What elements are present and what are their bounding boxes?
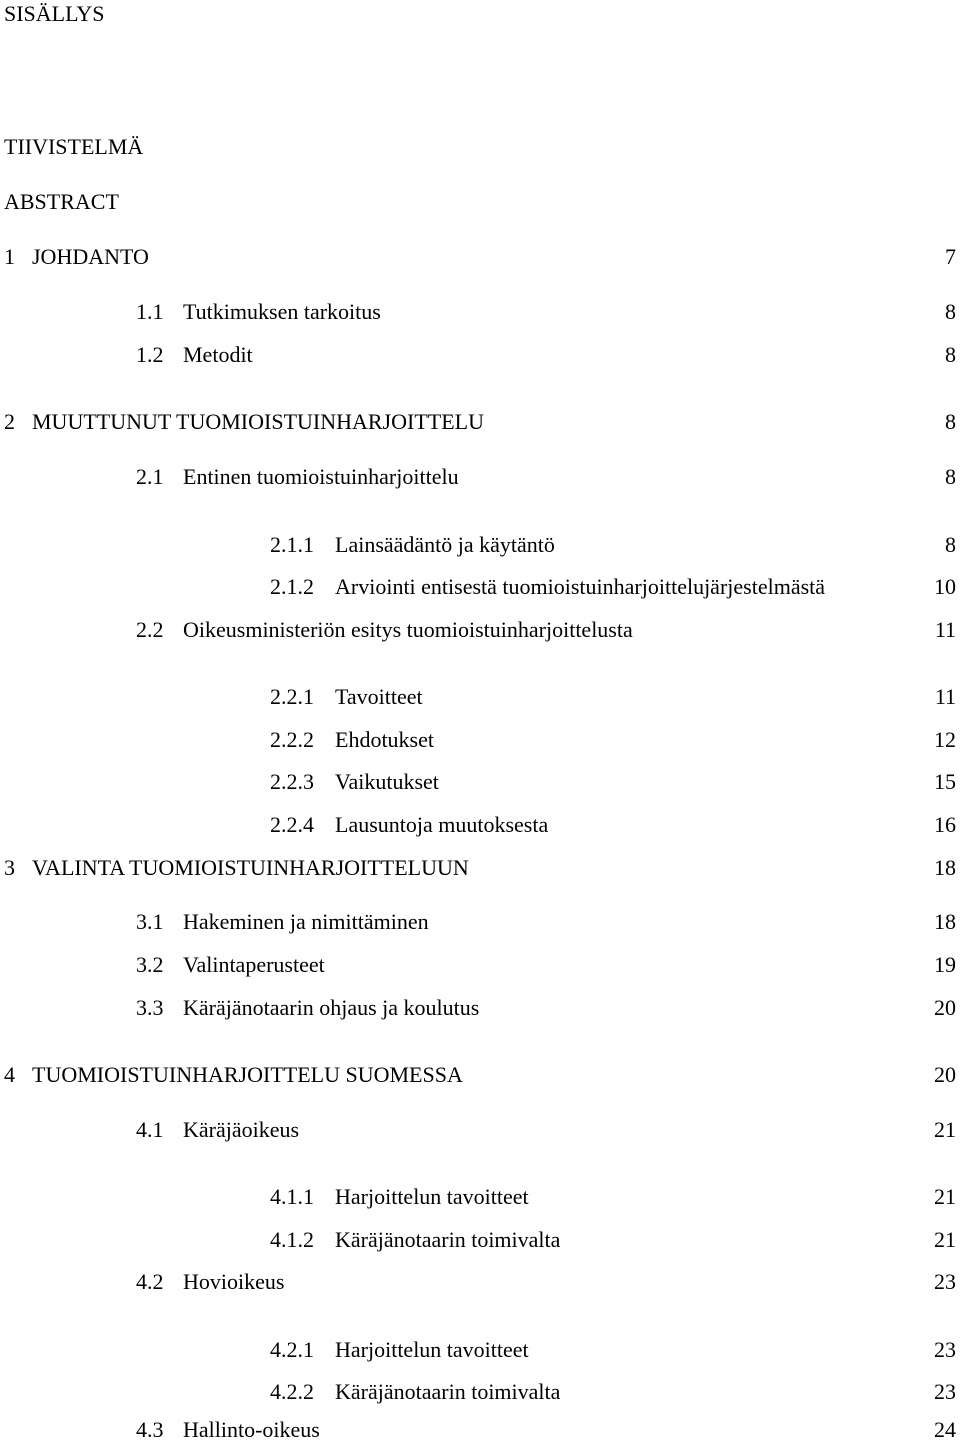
toc-number: 2.1	[136, 464, 164, 489]
toc-entry-chapter-4[interactable]	[0, 1061, 960, 1089]
toc-title: Arviointi entisestä tuomioistuinharjoittelujärjestelmästä	[335, 574, 826, 599]
toc-page-number: 10	[934, 574, 956, 599]
toc-title: Metodit	[183, 342, 253, 367]
toc-entry-4-1-2[interactable]	[0, 1226, 960, 1254]
toc-entry-4-2[interactable]	[0, 1268, 960, 1296]
toc-title: Ehdotukset	[335, 727, 434, 752]
toc-title: Harjoittelun tavoitteet	[335, 1337, 529, 1362]
toc-title: Harjoittelun tavoitteet	[335, 1184, 529, 1209]
toc-page-number: 8	[945, 409, 956, 434]
toc-title: Lausuntoja muutoksesta	[335, 812, 549, 837]
toc-number: 4.1.2	[270, 1227, 314, 1252]
toc-title: Käräjänotaarin toimivalta	[335, 1379, 561, 1404]
toc-entry-4-1-1[interactable]	[0, 1183, 960, 1211]
toc-entry-1-2[interactable]	[0, 341, 960, 369]
toc-title: Käräjäoikeus	[183, 1117, 300, 1142]
toc-entry-abstract[interactable]	[0, 188, 960, 216]
toc-entry-3-3[interactable]	[0, 994, 960, 1022]
toc-number: 2.2.1	[270, 684, 314, 709]
toc-page-number: 11	[934, 617, 956, 642]
toc-page-number: 7	[945, 244, 956, 269]
toc-title: MUUTTUNUT TUOMIOISTUINHARJOITTELU	[32, 409, 484, 434]
toc-number: 3.3	[136, 995, 164, 1020]
toc-entry-4-2-1[interactable]	[0, 1336, 960, 1364]
toc-title: Lainsäädäntö ja käytäntö	[335, 532, 555, 557]
toc-title: Hakeminen ja nimittäminen	[183, 909, 429, 934]
toc-page-number: 11	[934, 684, 956, 709]
toc-page-number: 23	[934, 1269, 956, 1294]
toc-number: 4.1	[136, 1117, 164, 1142]
toc-entry-2-2-1[interactable]	[0, 683, 960, 711]
toc-entry-3-1[interactable]	[0, 908, 960, 936]
toc-page-number: 24	[934, 1417, 956, 1442]
toc-number: 1.2	[136, 342, 164, 367]
toc-entry-2-2-4[interactable]	[0, 811, 960, 839]
toc-entry-chapter-1[interactable]	[0, 243, 960, 271]
toc-number: 4.1.1	[270, 1184, 314, 1209]
toc-number: 4	[4, 1062, 15, 1087]
toc-entry-4-1[interactable]	[0, 1116, 960, 1144]
toc-number: 2.1.1	[270, 532, 314, 557]
toc-title: Hovioikeus	[183, 1269, 285, 1294]
toc-page-number: 21	[934, 1117, 956, 1142]
toc-number: 2.2.3	[270, 769, 314, 794]
toc-entry-2-2-2[interactable]	[0, 726, 960, 754]
page-title: SISÄLLYS	[4, 1, 105, 26]
toc-number: 4.2.2	[270, 1379, 314, 1404]
toc-entry-2-1-2[interactable]	[0, 573, 960, 601]
toc-number: 2.1.2	[270, 574, 314, 599]
toc-page-number: 8	[945, 342, 956, 367]
toc-entry-2-1[interactable]	[0, 463, 960, 491]
toc-title: Entinen tuomioistuinharjoittelu	[183, 464, 459, 489]
toc-page-number: 15	[934, 769, 956, 794]
toc-number: 2.2.2	[270, 727, 314, 752]
toc-entry-3-2[interactable]	[0, 951, 960, 979]
toc-page-number: 16	[934, 812, 956, 837]
toc-entry-2-2-3[interactable]	[0, 768, 960, 796]
toc-title: Käräjänotaarin ohjaus ja koulutus	[183, 995, 480, 1020]
toc-number: 1	[4, 244, 15, 269]
toc-number: 2.2	[136, 617, 164, 642]
toc-title: VALINTA TUOMIOISTUINHARJOITTELUUN	[32, 855, 469, 880]
toc-entry-chapter-3[interactable]	[0, 854, 960, 882]
toc-title: JOHDANTO	[32, 244, 149, 269]
toc-entry-4-3[interactable]	[0, 1416, 960, 1444]
toc-page-number: 21	[934, 1227, 956, 1252]
toc-title: ABSTRACT	[4, 189, 119, 214]
toc-page-number: 21	[934, 1184, 956, 1209]
toc-page-number: 12	[934, 727, 956, 752]
toc-page-number: 20	[934, 995, 956, 1020]
toc-number: 1.1	[136, 299, 164, 324]
toc-entry-4-2-2[interactable]	[0, 1378, 960, 1406]
toc-entry-chapter-2[interactable]	[0, 408, 960, 436]
toc-title: Hallinto-oikeus	[183, 1417, 320, 1442]
toc-number: 2	[4, 409, 15, 434]
toc-number: 4.3	[136, 1417, 164, 1442]
toc-number: 3.1	[136, 909, 164, 934]
toc-entry-tiivistelma[interactable]	[0, 133, 960, 161]
toc-number: 3	[4, 855, 15, 880]
toc-number: 3.2	[136, 952, 164, 977]
toc-page-number: 18	[934, 909, 956, 934]
toc-page-number: 8	[945, 299, 956, 324]
toc-page-number: 8	[945, 532, 956, 557]
toc-page-number: 18	[934, 855, 956, 880]
toc-entry-2-2[interactable]	[0, 616, 960, 644]
toc-page-number: 20	[934, 1062, 956, 1087]
toc-page-number: 19	[934, 952, 956, 977]
toc-heading-line	[0, 0, 960, 28]
toc-entry-2-1-1[interactable]	[0, 531, 960, 559]
toc-title: Tavoitteet	[335, 684, 423, 709]
toc-page-number: 8	[945, 464, 956, 489]
toc-title: TIIVISTELMÄ	[4, 134, 144, 159]
toc-page-number: 23	[934, 1337, 956, 1362]
toc-number: 2.2.4	[270, 812, 314, 837]
toc-title: Valintaperusteet	[183, 952, 325, 977]
toc-title: Tutkimuksen tarkoitus	[183, 299, 381, 324]
toc-entry-1-1[interactable]	[0, 298, 960, 326]
toc-number: 4.2.1	[270, 1337, 314, 1362]
toc-title: Vaikutukset	[335, 769, 439, 794]
toc-title: TUOMIOISTUINHARJOITTELU SUOMESSA	[32, 1062, 463, 1087]
toc-number: 4.2	[136, 1269, 164, 1294]
toc-page-number: 23	[934, 1379, 956, 1404]
toc-title: Käräjänotaarin toimivalta	[335, 1227, 561, 1252]
toc-title: Oikeusministeriön esitys tuomioistuinharjoittelusta	[183, 617, 633, 642]
